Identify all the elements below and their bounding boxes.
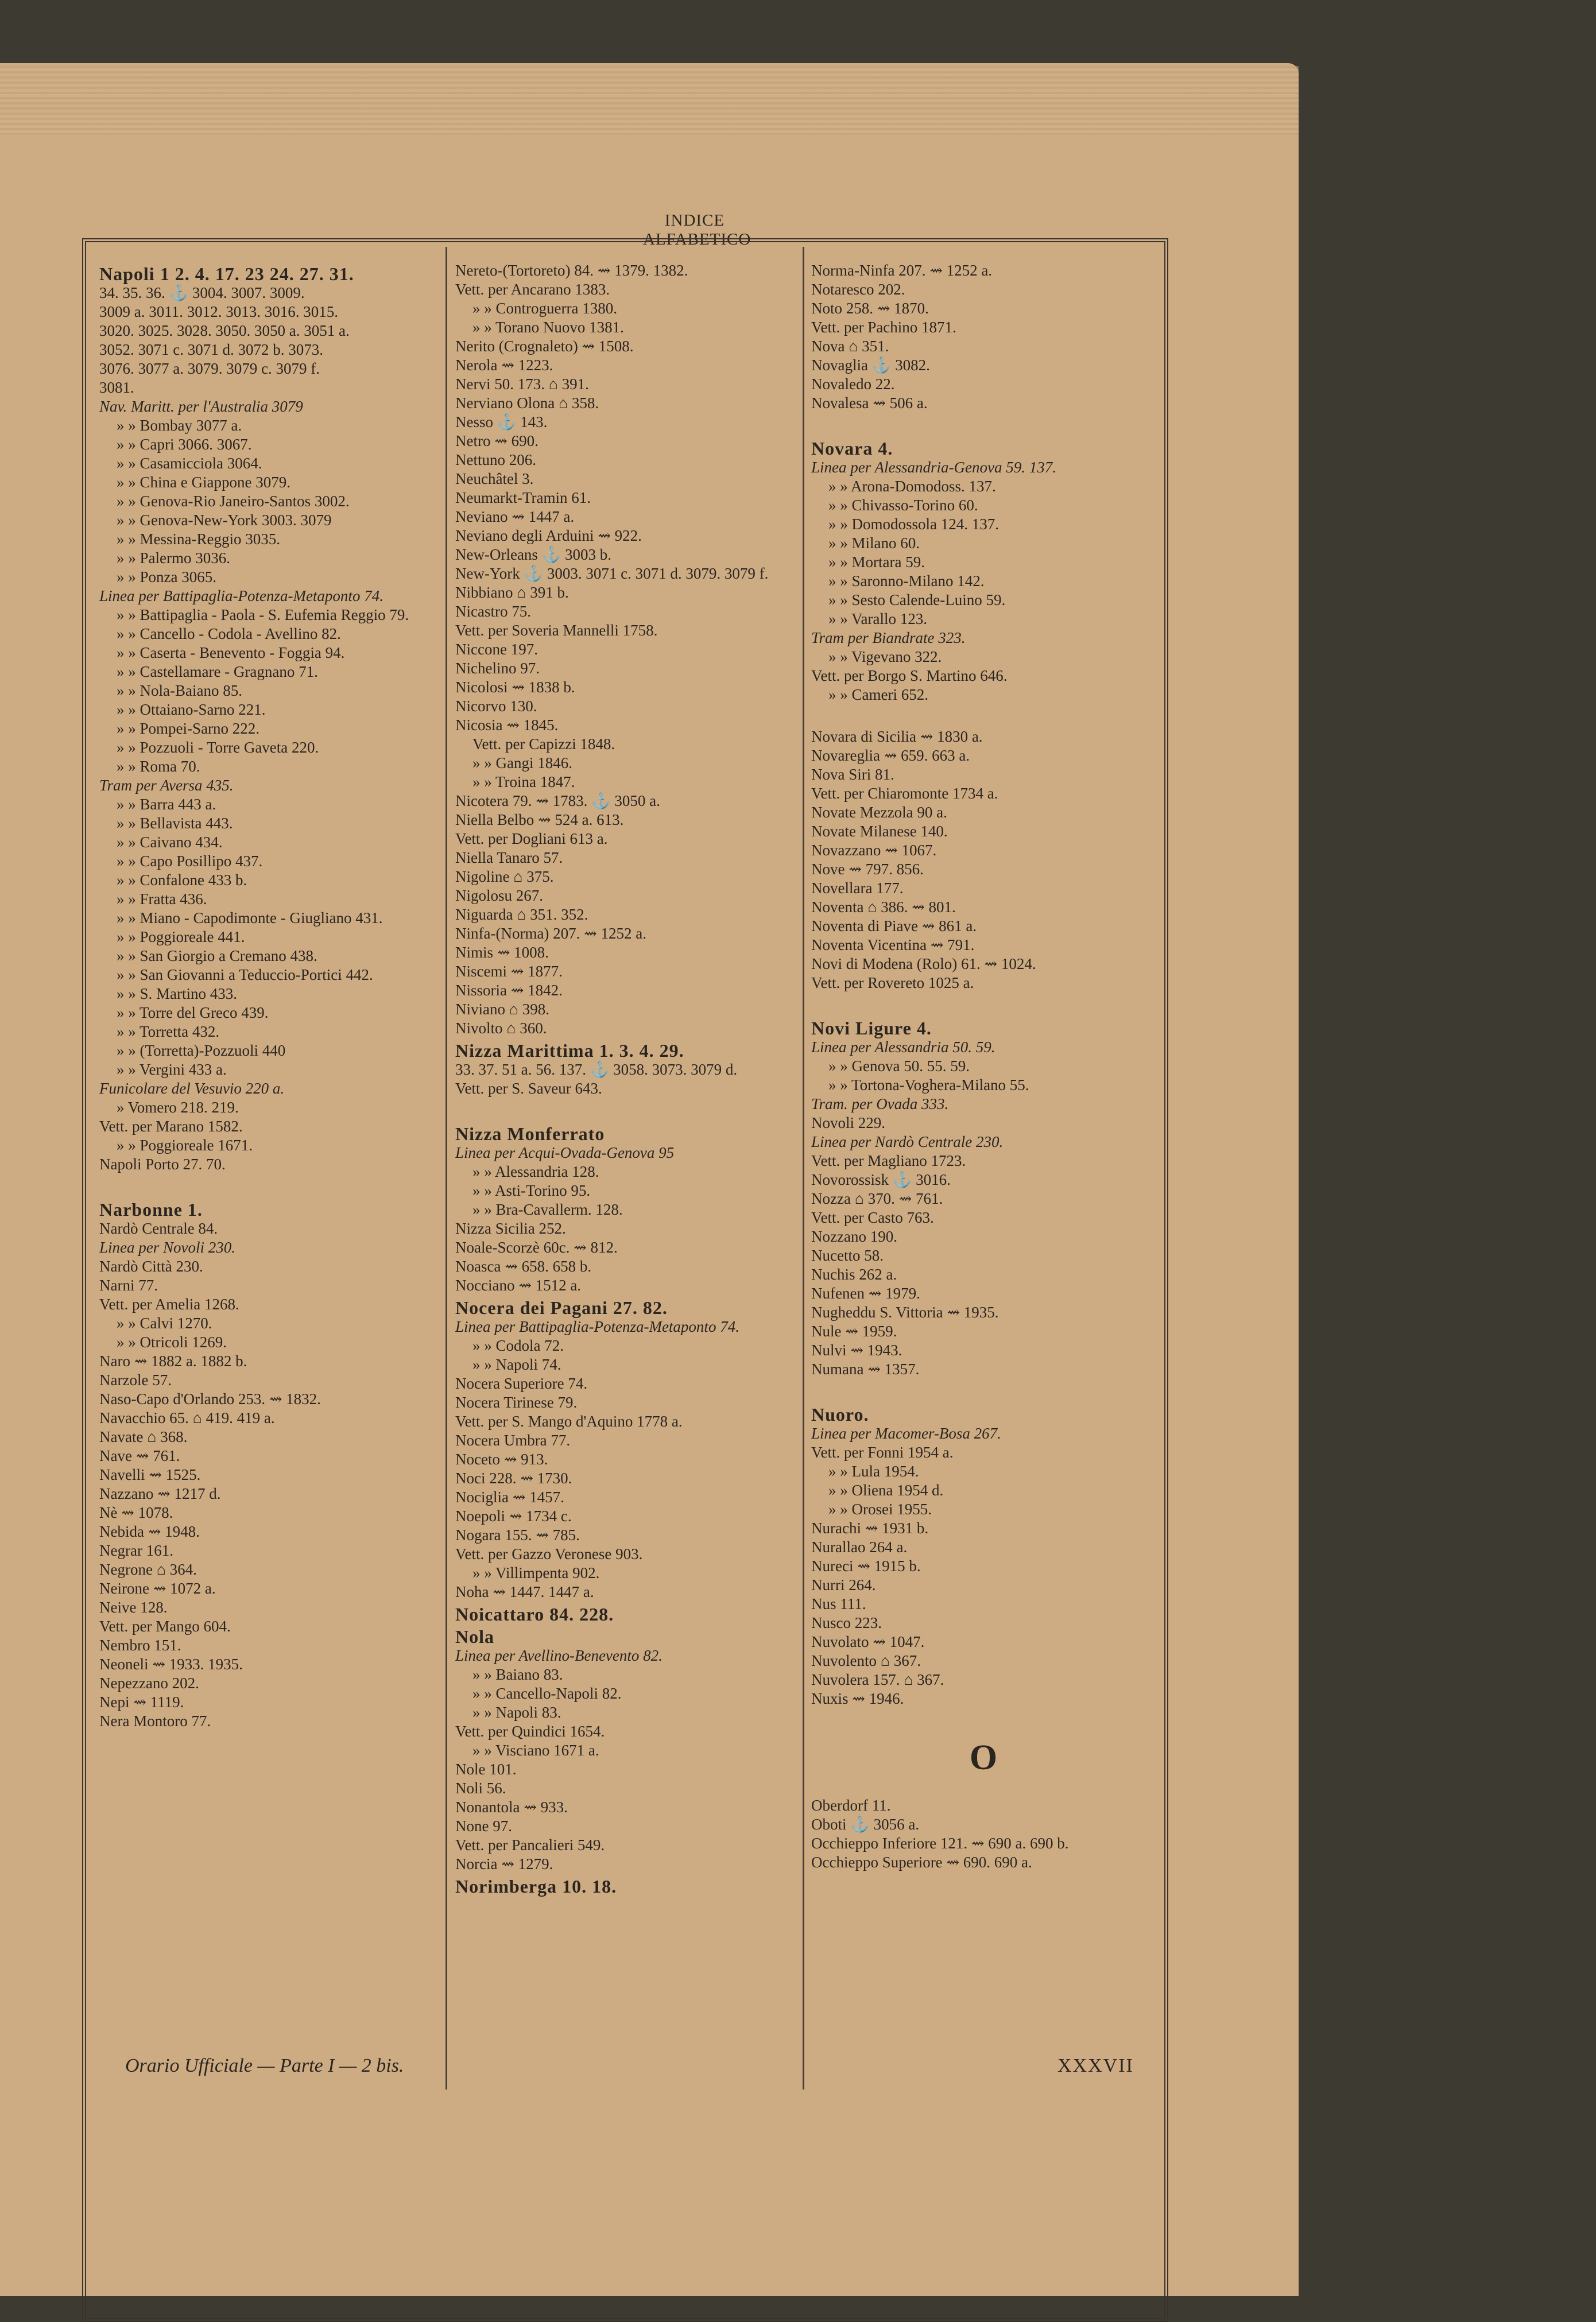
spacer [811, 704, 1156, 727]
index-entry: 3076. 3077 a. 3079. 3079 c. 3079 f. [99, 360, 320, 377]
index-entry: Nesso ⚓ 143. [455, 413, 548, 431]
index-entry: Ninfa-(Norma) 207. ⇝ 1252 a. [455, 925, 647, 942]
index-entry: » » Varallo 123. [828, 610, 927, 627]
index-entry: 3052. 3071 c. 3071 d. 3072 b. 3073. [99, 341, 323, 358]
index-entry: Vett. per Borgo S. Martino 646. [811, 667, 1008, 684]
index-entry: Linea per Battipaglia-Potenza-Metaponto 74. [99, 587, 383, 604]
index-entry: » » Villimpenta 902. [472, 1564, 600, 1581]
index-entry: Noventa di Piave ⇝ 861 a. [811, 917, 977, 935]
page-edge [0, 66, 1299, 135]
index-entry: Noceto ⇝ 913. [455, 1451, 548, 1468]
index-entry: Novaledo 22. [811, 375, 895, 393]
index-entry: Occhieppo Inferiore 121. ⇝ 690 a. 690 b. [811, 1835, 1069, 1852]
index-entry: Neuchâtel 3. [455, 470, 534, 487]
spacer [811, 413, 1156, 436]
index-entry: Novate Mezzola 90 a. [811, 804, 947, 821]
index-entry: Nerito (Crognaleto) ⇝ 1508. [455, 338, 634, 355]
index-entry: Neive 128. [99, 1599, 168, 1616]
index-entry: Netro ⇝ 690. [455, 432, 539, 449]
index-entry: Nazzano ⇝ 1217 d. [99, 1485, 221, 1502]
index-entry: Vett. per Fonni 1954 a. [811, 1444, 954, 1461]
index-heading: Novara 4. [811, 438, 893, 459]
index-heading: Novi Ligure 4. [811, 1018, 932, 1038]
index-entry: » » Barra 443 a. [117, 796, 216, 813]
index-entry: » » Chivasso-Torino 60. [828, 497, 978, 514]
index-entry: Naso-Capo d'Orlando 253. ⇝ 1832. [99, 1390, 321, 1408]
index-entry: » » Ottaiano-Sarno 221. [117, 701, 266, 718]
index-entry: Vett. per Chiaromonte 1734 a. [811, 785, 998, 802]
index-entry: Nerola ⇝ 1223. [455, 356, 553, 374]
index-entry: Neviano ⇝ 1447 a. [455, 508, 575, 525]
column-divider [446, 247, 447, 2090]
index-entry: Tram per Biandrate 323. [811, 629, 966, 646]
index-entry: Nonantola ⇝ 933. [455, 1798, 568, 1816]
index-entry: Oboti ⚓ 3056 a. [811, 1816, 920, 1833]
index-entry: Vett. per Pachino 1871. [811, 319, 956, 336]
index-entry: Nigolosu 267. [455, 887, 544, 904]
index-entry: Nichelino 97. [455, 660, 540, 677]
index-entry: Narzole 57. [99, 1371, 172, 1389]
index-entry: » » Napoli 83. [472, 1704, 561, 1721]
index-entry: Narni 77. [99, 1277, 158, 1294]
index-entry: Nè ⇝ 1078. [99, 1504, 173, 1521]
index-entry: Niella Tanaro 57. [455, 849, 563, 866]
index-entry: » » S. Martino 433. [117, 985, 238, 1002]
index-entry: Nozza ⌂ 370. ⇝ 761. [811, 1190, 943, 1207]
index-entry: Vett. per Rovereto 1025 a. [811, 974, 974, 991]
footer-left: Orario Ufficiale — Parte I — 2 bis. [125, 2055, 404, 2076]
index-entry: Tram per Aversa 435. [99, 777, 234, 794]
index-entry: Linea per Battipaglia-Potenza-Metaponto 74. [455, 1318, 739, 1335]
index-entry: Noha ⇝ 1447. 1447 a. [455, 1583, 594, 1600]
index-entry: » » Nola-Baiano 85. [117, 682, 242, 699]
index-entry: Nule ⇝ 1959. [811, 1323, 897, 1340]
spacer [811, 993, 1156, 1015]
index-entry: » » Gangi 1846. [472, 754, 572, 772]
index-entry: Neoneli ⇝ 1933. 1935. [99, 1656, 243, 1673]
index-entry: Vett. per Ancarano 1383. [455, 281, 610, 298]
index-entry: Numana ⇝ 1357. [811, 1360, 920, 1378]
index-entry: Novaglia ⚓ 3082. [811, 356, 930, 374]
index-entry: Nocera Superiore 74. [455, 1375, 588, 1392]
index-entry: Vett. per Dogliani 613 a. [455, 830, 608, 847]
index-entry: Niella Belbo ⇝ 524 a. 613. [455, 811, 624, 828]
index-entry: Nogara 155. ⇝ 785. [455, 1526, 580, 1544]
index-entry: Norma-Ninfa 207. ⇝ 1252 a. [811, 262, 993, 279]
index-entry: Niguarda ⌂ 351. 352. [455, 906, 588, 923]
index-entry: 3081. [99, 379, 134, 396]
index-entry: » » Genova-Rio Janeiro-Santos 3002. [117, 493, 350, 510]
index-entry: Linea per Avellino-Benevento 82. [455, 1647, 663, 1664]
index-entry: » » Palermo 3036. [117, 549, 230, 567]
index-entry: Nereto-(Tortoreto) 84. ⇝ 1379. 1382. [455, 262, 688, 279]
index-entry: » » Visciano 1671 a. [472, 1742, 599, 1759]
index-entry: » » Controguerra 1380. [472, 300, 617, 317]
index-entry: » » Cameri 652. [828, 686, 928, 703]
index-entry: » » Genova 50. 55. 59. [828, 1057, 970, 1075]
index-entry: » » Milano 60. [828, 534, 920, 552]
index-entry: Nivolto ⌂ 360. [455, 1019, 547, 1037]
index-column-1 [99, 261, 438, 2090]
index-entry: Noli 56. [455, 1780, 506, 1797]
index-entry: Nurri 264. [811, 1576, 876, 1594]
index-entry: Nole 101. [455, 1761, 517, 1778]
index-entry: Funicolare del Vesuvio 220 a. [99, 1080, 285, 1097]
index-entry: » » Otricoli 1269. [117, 1333, 227, 1351]
index-entry: » » Baiano 83. [472, 1666, 563, 1683]
index-entry: » » Genova-New-York 3003. 3079 [117, 511, 332, 529]
index-entry: » » Messina-Reggio 3035. [117, 530, 280, 548]
index-entry: » » Tortona-Voghera-Milano 55. [828, 1076, 1029, 1094]
column-divider [803, 247, 804, 2090]
index-entry: Novoli 229. [811, 1114, 886, 1131]
index-entry: Novate Milanese 140. [811, 823, 948, 840]
index-entry: Vett. per Quindici 1654. [455, 1723, 605, 1740]
index-entry: Nardò Centrale 84. [99, 1220, 218, 1237]
index-entry: Linea per Novoli 230. [99, 1239, 235, 1256]
index-entry: » » Cancello-Napoli 82. [472, 1685, 622, 1702]
index-entry: Noasca ⇝ 658. 658 b. [455, 1258, 592, 1275]
index-entry: » » Codola 72. [472, 1337, 564, 1354]
index-entry: Neirone ⇝ 1072 a. [99, 1580, 216, 1597]
index-entry: Nepezzano 202. [99, 1674, 199, 1692]
index-entry: Nusco 223. [811, 1614, 882, 1631]
index-entry: » » Mortara 59. [828, 553, 925, 571]
index-entry: Nebida ⇝ 1948. [99, 1523, 200, 1540]
index-entry: Niviano ⌂ 398. [455, 1001, 549, 1018]
index-entry: » » Torano Nuovo 1381. [472, 319, 624, 336]
index-entry: Vett. per S. Saveur 643. [455, 1080, 602, 1097]
index-entry: Nocciano ⇝ 1512 a. [455, 1277, 582, 1294]
index-entry: Noci 228. ⇝ 1730. [455, 1470, 572, 1487]
index-entry: » » Asti-Torino 95. [472, 1182, 591, 1199]
index-entry: » » Casamicciola 3064. [117, 455, 262, 472]
index-entry: » » Roma 70. [117, 758, 200, 775]
index-entry: Oberdorf 11. [811, 1797, 891, 1814]
index-entry: Nave ⇝ 761. [99, 1447, 180, 1464]
index-entry: » » Ponza 3065. [117, 568, 216, 586]
index-entry: Nettuno 206. [455, 451, 536, 468]
index-entry: Vett. per Gazzo Veronese 903. [455, 1545, 643, 1563]
index-entry: Nigoline ⌂ 375. [455, 868, 554, 885]
index-entry: Vett. per Marano 1582. [99, 1118, 243, 1135]
index-heading: Nola [455, 1626, 494, 1647]
index-entry: Novazzano ⇝ 1067. [811, 842, 937, 859]
index-entry: » » San Giorgio a Cremano 438. [117, 947, 317, 964]
index-entry: Norcia ⇝ 1279. [455, 1855, 553, 1873]
index-entry: Nova Siri 81. [811, 766, 894, 783]
index-entry: » » Calvi 1270. [117, 1315, 212, 1332]
index-entry: 3009 a. 3011. 3012. 3013. 3016. 3015. [99, 303, 338, 320]
index-entry: Nissoria ⇝ 1842. [455, 982, 563, 999]
index-entry: » » Torretta 432. [117, 1023, 220, 1040]
index-entry: 3020. 3025. 3028. 3050. 3050 a. 3051 a. [99, 322, 350, 339]
index-entry: Negrone ⌂ 364. [99, 1561, 197, 1578]
index-entry: » » Lula 1954. [828, 1463, 919, 1480]
index-entry: Nera Montoro 77. [99, 1712, 211, 1730]
index-entry: » » Vergini 433 a. [117, 1061, 227, 1078]
index-entry: » Vomero 218. 219. [117, 1099, 239, 1116]
index-entry: Niscemi ⇝ 1877. [455, 963, 563, 980]
index-entry: Nocera Tirinese 79. [455, 1394, 578, 1411]
index-entry: Nerviano Olona ⌂ 358. [455, 394, 599, 412]
index-entry: Nova ⌂ 351. [811, 338, 889, 355]
index-entry: » » San Giovanni a Teduccio-Portici 442. [117, 966, 373, 983]
index-entry: » » Troina 1847. [472, 773, 575, 790]
index-entry: Nozzano 190. [811, 1228, 897, 1245]
index-entry: Nurallao 264 a. [811, 1538, 908, 1556]
page-number: XXXVII [1057, 2055, 1134, 2076]
index-entry: Linea per Alessandria 50. 59. [811, 1038, 995, 1056]
index-entry: Novorossisk ⚓ 3016. [811, 1171, 951, 1188]
index-entry: Niccone 197. [455, 641, 538, 658]
index-entry: » » Castellamare - Gragnano 71. [117, 663, 318, 680]
index-entry: Naro ⇝ 1882 a. 1882 b. [99, 1352, 247, 1370]
index-entry: Linea per Macomer-Bosa 267. [811, 1425, 1001, 1442]
index-entry: » » Cancello - Codola - Avellino 82. [117, 625, 341, 642]
index-entry: Noto 258. ⇝ 1870. [811, 300, 929, 317]
index-entry: Nibbiano ⌂ 391 b. [455, 584, 569, 601]
index-entry: » » Bra-Cavallerm. 128. [472, 1201, 623, 1218]
index-entry: Vett. per Magliano 1723. [811, 1152, 966, 1169]
index-entry: » » Vigevano 322. [828, 648, 942, 665]
index-entry: Occhieppo Superiore ⇝ 690. 690 a. [811, 1854, 1032, 1871]
index-entry: » » Saronno-Milano 142. [828, 572, 985, 590]
index-entry: Nurachi ⇝ 1931 b. [811, 1519, 929, 1537]
index-entry: Tram. per Ovada 333. [811, 1095, 949, 1112]
index-entry: Nervi 50. 173. ⌂ 391. [455, 375, 589, 393]
index-heading: Nizza Marittima 1. 3. 4. 29. [455, 1040, 684, 1061]
section-letter: O [969, 1738, 998, 1777]
index-entry: Vett. per Casto 763. [811, 1209, 934, 1226]
index-entry: Napoli Porto 27. 70. [99, 1156, 226, 1173]
index-entry: » » Battipaglia - Paola - S. Eufemia Reggio 79. [117, 606, 409, 623]
index-entry: Nicosia ⇝ 1845. [455, 716, 559, 734]
index-entry: Novareglia ⇝ 659. 663 a. [811, 747, 970, 764]
index-entry: » » Orosei 1955. [828, 1501, 932, 1518]
index-entry: » » (Torretta)-Pozzuoli 440 [117, 1042, 286, 1059]
index-entry: Noventa Vicentina ⇝ 791. [811, 936, 975, 953]
index-entry: Nociglia ⇝ 1457. [455, 1488, 564, 1506]
index-entry: Linea per Alessandria-Genova 59. 137. [811, 459, 1056, 476]
index-entry: Negrar 161. [99, 1542, 173, 1559]
index-entry: » » Domodossola 124. 137. [828, 515, 999, 533]
index-entry: Nav. Maritt. per l'Australia 3079 [99, 398, 303, 415]
index-entry: 34. 35. 36. ⚓ 3004. 3007. 3009. [99, 284, 305, 301]
index-entry: » » Sesto Calende-Luino 59. [828, 591, 1006, 608]
index-entry: Novalesa ⇝ 506 a. [811, 394, 928, 412]
index-entry: Vett. per Pancalieri 549. [455, 1836, 605, 1854]
index-entry: New-York ⚓ 3003. 3071 c. 3071 d. 3079. 3079 f. [455, 565, 769, 582]
index-entry: » » Poggioreale 1671. [117, 1137, 253, 1154]
spacer [99, 1174, 438, 1197]
index-entry: Nizza Sicilia 252. [455, 1220, 566, 1237]
index-entry: Nicorvo 130. [455, 697, 537, 715]
index-entry: Noventa ⌂ 386. ⇝ 801. [811, 898, 956, 916]
index-entry: Neumarkt-Tramin 61. [455, 489, 591, 506]
index-entry: Nove ⇝ 797. 856. [811, 860, 924, 878]
index-heading: Noicattaro 84. 228. [455, 1604, 614, 1625]
index-entry: Nuchis 262 a. [811, 1266, 897, 1283]
index-column-2 [455, 261, 794, 2090]
index-entry: Nureci ⇝ 1915 b. [811, 1557, 921, 1575]
index-entry: Navacchio 65. ⌂ 419. 419 a. [99, 1409, 275, 1426]
index-entry: Nuvolento ⌂ 367. [811, 1652, 921, 1669]
index-entry: » » Capo Posillipo 437. [117, 852, 263, 870]
index-heading: Narbonne 1. [99, 1199, 203, 1220]
index-entry: Novellara 177. [811, 879, 904, 897]
index-entry: Nufenen ⇝ 1979. [811, 1285, 920, 1302]
spacer [455, 1098, 794, 1121]
index-entry: Nicastro 75. [455, 603, 531, 620]
index-entry: Linea per Nardò Centrale 230. [811, 1133, 1004, 1150]
index-entry: New-Orleans ⚓ 3003 b. [455, 546, 612, 563]
index-entry: » » Alessandria 128. [472, 1163, 599, 1180]
index-entry: Vett. per Amelia 1268. [99, 1296, 239, 1313]
index-entry: » » Capri 3066. 3067. [117, 436, 252, 453]
index-heading: Norimberga 10. 18. [455, 1876, 617, 1897]
index-entry: Neviano degli Arduini ⇝ 922. [455, 527, 642, 544]
index-entry: Nuvolera 157. ⌂ 367. [811, 1671, 944, 1688]
index-entry: Navate ⌂ 368. [99, 1428, 188, 1445]
index-entry: » » Poggioreale 441. [117, 928, 245, 945]
index-entry: Nimis ⇝ 1008. [455, 944, 549, 961]
index-entry: Vett. per Mango 604. [99, 1618, 231, 1635]
index-entry: Nuxis ⇝ 1946. [811, 1690, 904, 1707]
index-entry: Vett. per Capizzi 1848. [472, 735, 615, 753]
index-entry: » » Caserta - Benevento - Foggia 94. [117, 644, 345, 661]
page-title: INDICE ALFABETICO [643, 211, 751, 249]
index-entry: Nuvolato ⇝ 1047. [811, 1633, 925, 1650]
index-heading: Nuoro. [811, 1404, 869, 1425]
index-entry: Nepi ⇝ 1119. [99, 1693, 184, 1711]
index-heading: Nizza Monferrato [455, 1123, 605, 1144]
index-entry: » » Confalone 433 b. [117, 871, 247, 889]
index-entry: Nicolosi ⇝ 1838 b. [455, 679, 575, 696]
index-entry: Noepoli ⇝ 1734 c. [455, 1507, 572, 1525]
index-entry: Vett. per Soveria Mannelli 1758. [455, 622, 658, 639]
index-entry: Vett. per S. Mango d'Aquino 1778 a. [455, 1413, 683, 1430]
index-entry: 33. 37. 51 a. 56. 137. ⚓ 3058. 3073. 3079 d. [455, 1061, 738, 1078]
index-entry: None 97. [455, 1817, 512, 1835]
index-entry: Nardò Città 230. [99, 1258, 203, 1275]
index-entry: Nus 111. [811, 1595, 866, 1612]
index-entry: » » Caivano 434. [117, 834, 223, 851]
index-heading: Nocera dei Pagani 27. 82. [455, 1297, 668, 1318]
index-entry: Nucetto 58. [811, 1247, 884, 1264]
index-entry: » » Bombay 3077 a. [117, 417, 242, 434]
index-column-3 [811, 261, 1156, 2090]
index-entry: » » Miano - Capodimonte - Giugliano 431. [117, 909, 383, 927]
index-entry: » » China e Giappone 3079. [117, 474, 290, 491]
index-entry: Nulvi ⇝ 1943. [811, 1342, 902, 1359]
index-entry: Novi di Modena (Rolo) 61. ⇝ 1024. [811, 955, 1036, 972]
index-entry: » » Napoli 74. [472, 1356, 561, 1373]
index-entry: » » Torre del Greco 439. [117, 1004, 269, 1021]
index-entry: Notaresco 202. [811, 281, 905, 298]
index-entry: Nembro 151. [99, 1637, 181, 1654]
index-entry: Novara di Sicilia ⇝ 1830 a. [811, 728, 983, 745]
index-heading: Napoli 1 2. 4. 17. 23 24. 27. 31. [99, 263, 354, 284]
index-entry: » » Arona-Domodoss. 137. [828, 478, 996, 495]
index-entry: Noale-Scorzè 60c. ⇝ 812. [455, 1239, 618, 1256]
index-entry: Navelli ⇝ 1525. [99, 1466, 201, 1483]
index-entry: » » Pozzuoli - Torre Gaveta 220. [117, 739, 319, 756]
index-entry: » » Fratta 436. [117, 890, 207, 908]
index-entry: Linea per Acqui-Ovada-Genova 95 [455, 1144, 675, 1161]
spacer [811, 1379, 1156, 1402]
index-entry: Nicotera 79. ⇝ 1783. ⚓ 3050 a. [455, 792, 660, 809]
index-entry: Nugheddu S. Vittoria ⇝ 1935. [811, 1304, 999, 1321]
index-entry: Nocera Umbra 77. [455, 1432, 571, 1449]
index-entry: » » Oliena 1954 d. [828, 1482, 944, 1499]
index-entry: » » Bellavista 443. [117, 815, 233, 832]
index-entry: » » Pompei-Sarno 222. [117, 720, 259, 737]
